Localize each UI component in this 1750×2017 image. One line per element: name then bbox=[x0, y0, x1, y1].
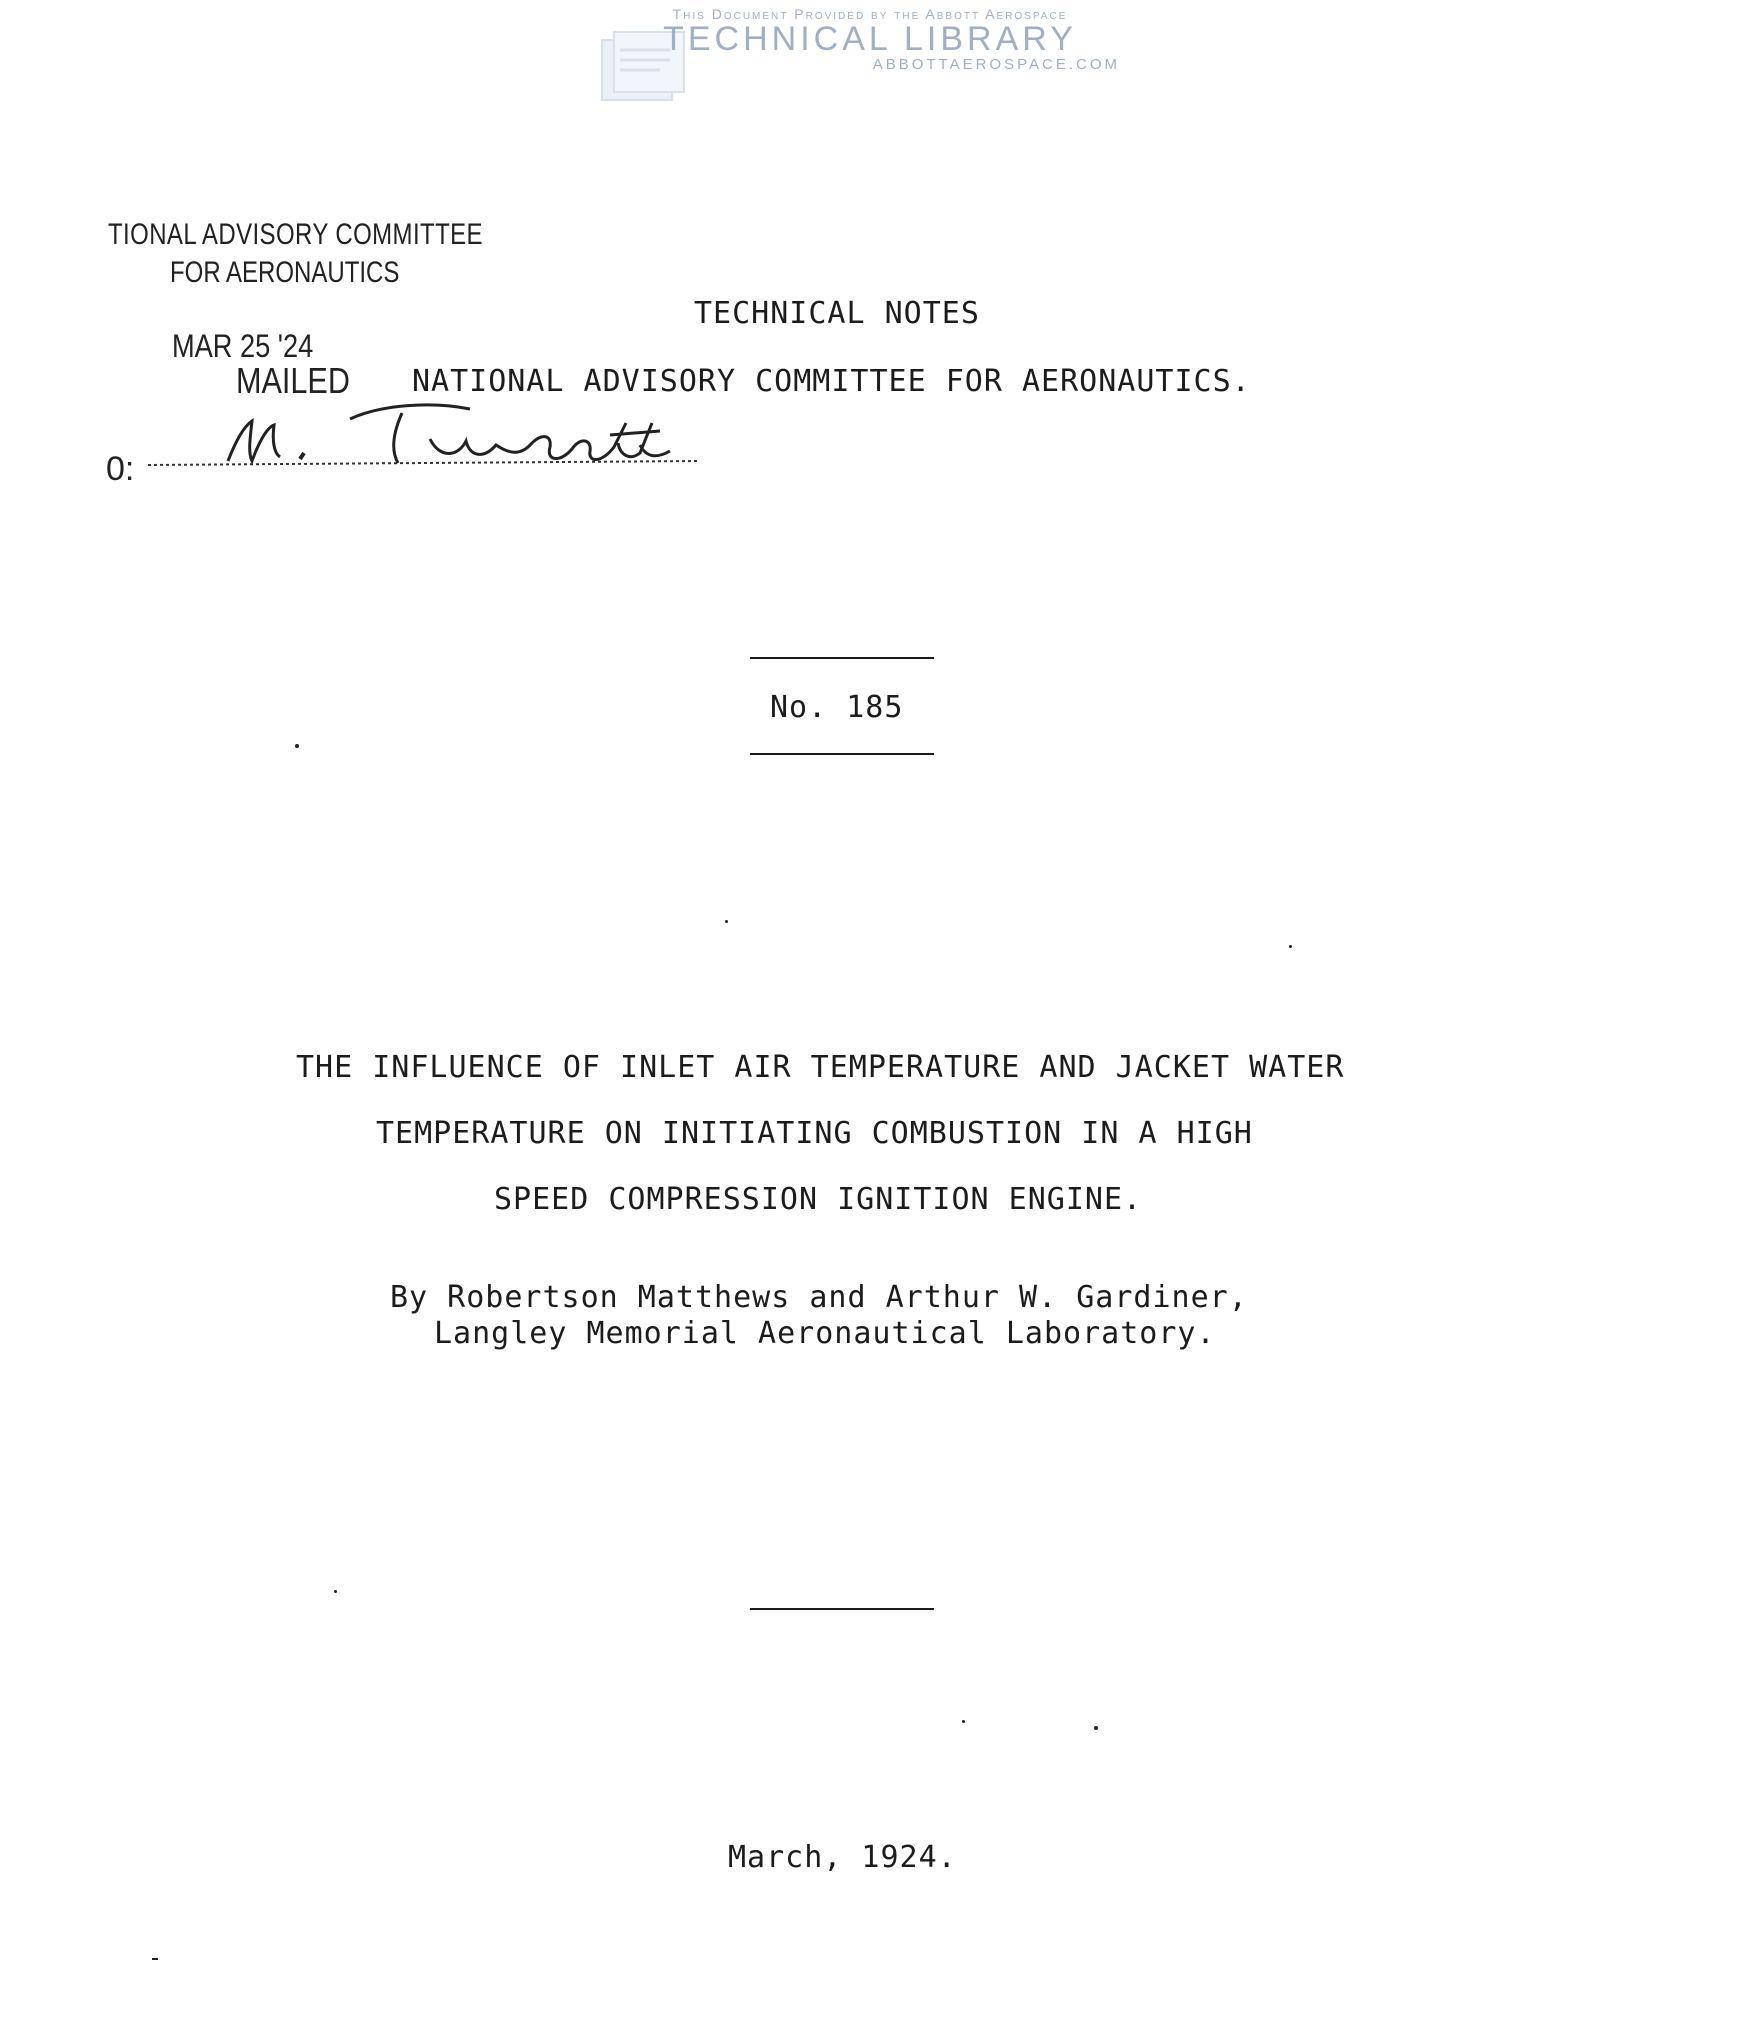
title-line: THE INFLUENCE OF INLET AIR TEMPERATURE AND JACKET WATER bbox=[296, 1050, 1345, 1085]
scan-speck bbox=[152, 1958, 158, 1960]
watermark-provider: This Document Provided by the Abbott Aerospace bbox=[672, 6, 1068, 22]
scan-speck bbox=[725, 920, 728, 923]
section-rule bbox=[750, 1608, 934, 1610]
scan-speck bbox=[334, 1590, 337, 1593]
title-line: SPEED COMPRESSION IGNITION ENGINE. bbox=[494, 1182, 1143, 1217]
number-top-rule bbox=[750, 657, 934, 659]
watermark bbox=[600, 6, 1140, 73]
committee-name: NATIONAL ADVISORY COMMITTEE FOR AERONAUTICS. bbox=[412, 364, 1251, 399]
affiliation-line: Langley Memorial Aeronautical Laboratory. bbox=[434, 1316, 1216, 1351]
scan-speck bbox=[1094, 1726, 1098, 1730]
stamp-to-label: 0: bbox=[106, 450, 135, 488]
scan-speck bbox=[295, 744, 299, 748]
publication-date: March, 1924. bbox=[728, 1840, 957, 1875]
stamp-date: MAR 25 '24 bbox=[172, 328, 314, 364]
scan-speck bbox=[1289, 945, 1292, 948]
stamp-mailed: MAILED bbox=[236, 360, 350, 401]
document-heading: TECHNICAL NOTES bbox=[694, 296, 980, 331]
scan-speck bbox=[962, 1720, 965, 1723]
authors-line: By Robertson Matthews and Arthur W. Gardiner, bbox=[390, 1280, 1248, 1315]
watermark-title: TECHNICAL LIBRARY bbox=[663, 20, 1077, 58]
technical-note-number: No. 185 bbox=[770, 690, 904, 725]
watermark-url[interactable]: ABBOTTAEROSPACE.COM bbox=[872, 56, 1120, 73]
title-line: TEMPERATURE ON INITIATING COMBUSTION IN A HIGH bbox=[376, 1116, 1253, 1151]
handwritten-signature bbox=[140, 395, 720, 485]
stamp-committee-line: TIONAL ADVISORY COMMITTEE bbox=[108, 218, 483, 251]
stamp-aeronautics-line: FOR AERONAUTICS bbox=[170, 256, 400, 289]
number-bottom-rule bbox=[750, 753, 934, 755]
